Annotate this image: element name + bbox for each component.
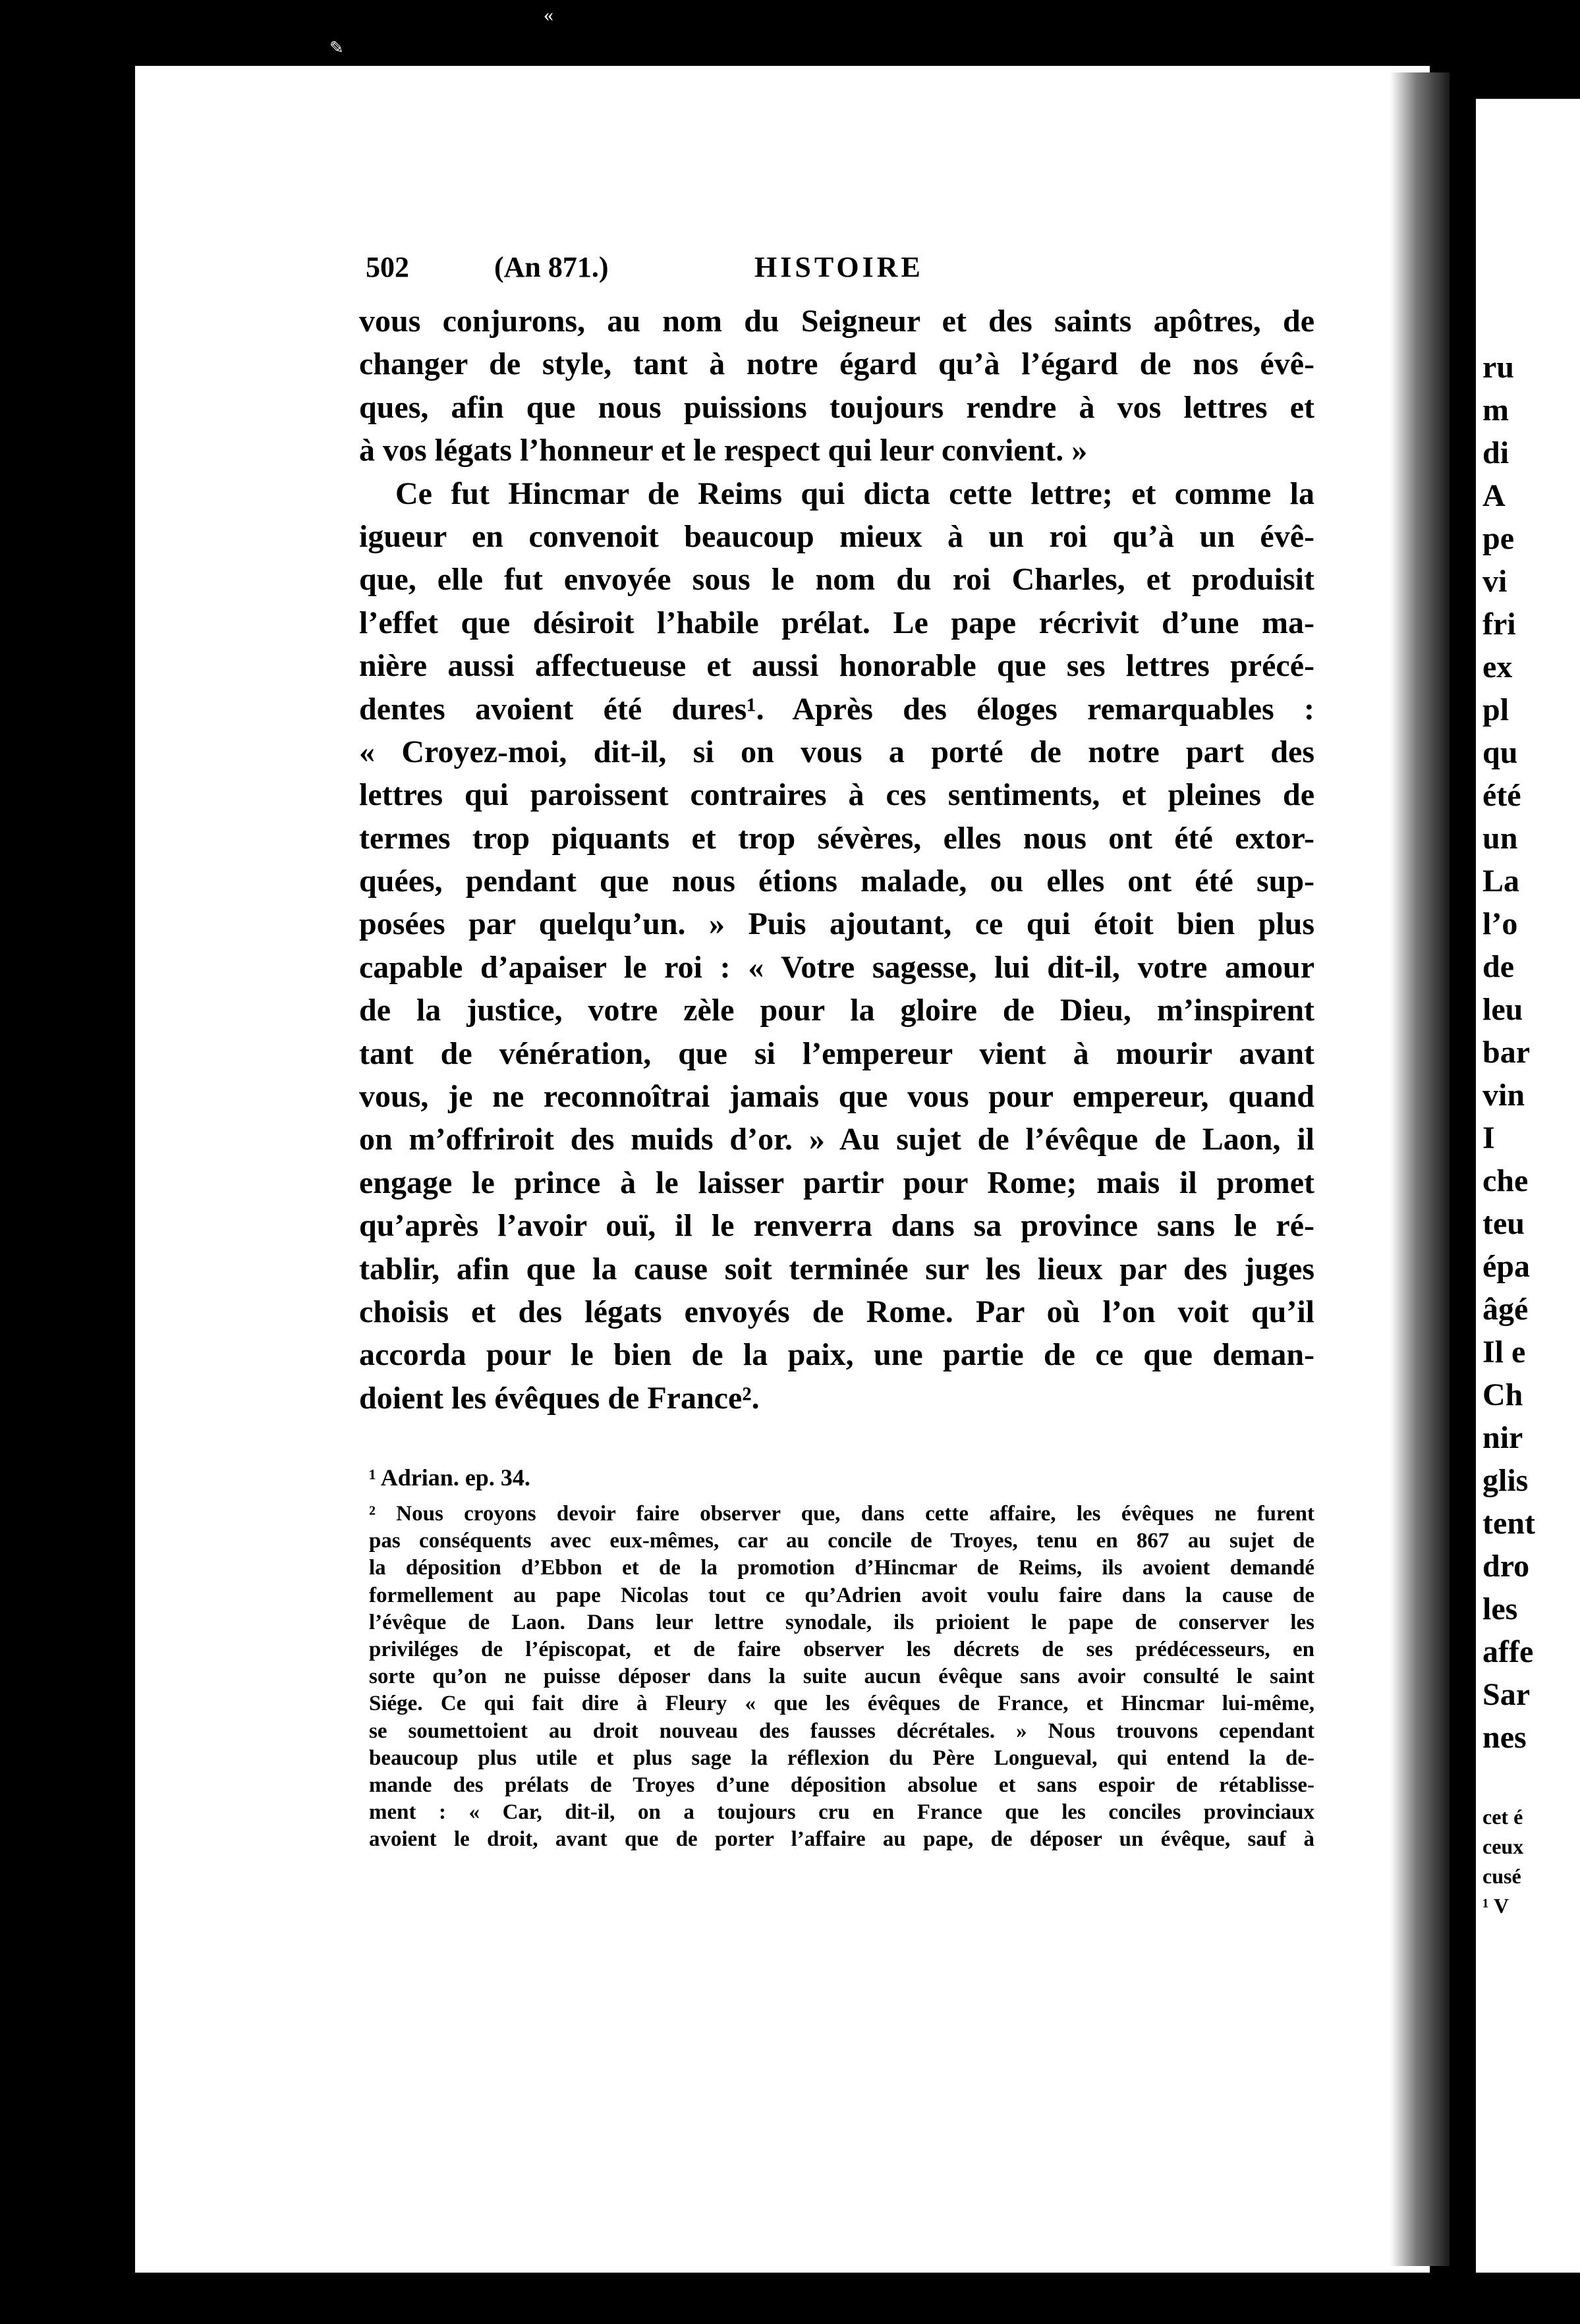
- running-header: [366, 250, 1314, 290]
- text-line: Ce fut Hincmar de Reims qui dicta cette lettre; et comme la: [395, 476, 1314, 511]
- text-line: tant de vénération, que si l’empereur vient à mourir avant: [359, 1036, 1314, 1071]
- text-line: « Croyez-moi, dit-il, si on vous a porté de notre part des: [359, 734, 1314, 769]
- running-title: HISTOIRE: [754, 251, 924, 283]
- footnote-line: ² Nous croyons devoir faire observer que, dans cette affaire, les évêques ne furent: [369, 1502, 1314, 1526]
- text-line: posées par quelqu’un. » Puis ajoutant, ce qui étoit bien plus: [359, 906, 1314, 942]
- text-line: changer de style, tant à notre égard qu’à l’égard de nos évê-: [359, 346, 1314, 382]
- year-marker: (An 871.): [494, 251, 609, 283]
- text-line: capable d’apaiser le roi : « Votre sagesse, lui dit-il, votre amour: [359, 949, 1314, 985]
- text-line: tablir, afin que la cause soit terminée sur les lieux par des juges: [359, 1251, 1314, 1286]
- right-page-fragment: che: [1482, 1163, 1529, 1198]
- right-page-fragment: A: [1482, 478, 1506, 513]
- text-line: choisis et des légats envoyés de Rome. Par où l’on voit qu’il: [359, 1294, 1314, 1329]
- right-page-note-fragment: cet é: [1482, 1805, 1523, 1829]
- text-line: nière aussi affectueuse et aussi honorable que ses lettres précé-: [359, 648, 1314, 684]
- text-line: dentes avoient été dures¹. Après des éloges remarquables :: [359, 691, 1314, 727]
- right-page-fragment: âgé: [1482, 1292, 1529, 1327]
- right-page-fragment: nir: [1482, 1420, 1523, 1455]
- right-page-fragment: leu: [1482, 992, 1523, 1027]
- right-page-fragment: pl: [1482, 692, 1509, 727]
- footnote-line: ment : « Car, dit-il, on a toujours cru en France que les conciles provinciaux: [369, 1800, 1314, 1825]
- right-page-fragment: ex: [1482, 650, 1513, 684]
- right-page-note-fragment: ¹ V: [1482, 1894, 1509, 1918]
- right-page-fragment: I: [1482, 1120, 1495, 1155]
- right-page-fragment: affe: [1482, 1634, 1534, 1669]
- footnote-line: ¹ Adrian. ep. 34.: [369, 1464, 530, 1491]
- right-page-fragment: teu: [1482, 1206, 1525, 1241]
- body-text: [359, 300, 1314, 1420]
- right-page-fragment: dro: [1482, 1549, 1530, 1584]
- footnotes: [369, 1462, 1314, 1853]
- right-page-fragment: de: [1482, 949, 1514, 984]
- page-number: 502: [366, 251, 409, 283]
- right-page-note-fragment: cusé: [1482, 1864, 1521, 1888]
- right-page-fragment: di: [1482, 435, 1509, 470]
- text-line: lettres qui paroissent contraires à ces sentiments, et pleines de: [359, 777, 1314, 813]
- text-line: l’effet que désiroit l’habile prélat. Le pape récrivit d’une ma-: [359, 605, 1314, 640]
- right-page-fragment: bar: [1482, 1035, 1530, 1070]
- footnote-line: avoient le droit, avant que de porter l’affaire au pape, de déposer un évêque, sauf à: [369, 1827, 1314, 1852]
- right-page-fragment: pe: [1482, 521, 1514, 556]
- text-line: quées, pendant que nous étions malade, ou elles ont été sup-: [359, 864, 1314, 899]
- right-page-fragment: épa: [1482, 1249, 1530, 1284]
- right-page-fragment: été: [1482, 778, 1521, 813]
- text-line: engage le prince à le laisser partir pour Rome; mais il promet: [359, 1165, 1314, 1200]
- right-page-fragment: Sar: [1482, 1677, 1530, 1712]
- footnote-line: l’évêque de Laon. Dans leur lettre synodale, ils prioient le pape de conserver les: [369, 1610, 1314, 1634]
- right-page-fragment: un: [1482, 821, 1518, 856]
- right-page-fragment: vi: [1482, 564, 1508, 599]
- right-page-fragment: La: [1482, 864, 1520, 899]
- footnote-line: formellement au pape Nicolas tout ce qu’Adrien avoit voulu faire dans la cause de: [369, 1583, 1314, 1607]
- right-page-fragment: Il e: [1482, 1335, 1526, 1370]
- text-line: termes trop piquants et trop sévères, elles nous ont été extor-: [359, 820, 1314, 856]
- right-page-fragment: fri: [1482, 607, 1516, 642]
- text-line: ques, afin que nous puissions toujours rendre à vos lettres et: [359, 389, 1314, 425]
- footnote-line: priviléges de l’épiscopat, et de faire observer les décrets de ses prédécesseurs, en: [369, 1637, 1314, 1661]
- footnote-line: pas conséquents avec eux-mêmes, car au concile de Troyes, tenu en 867 au sujet de: [369, 1529, 1314, 1553]
- text-line: vous, je ne reconnoîtrai jamais que vous pour empereur, quand: [359, 1079, 1314, 1115]
- right-page-fragment: vin: [1482, 1078, 1525, 1113]
- footnote-line: Siége. Ce qui fait dire à Fleury « que les évêques de France, et Hincmar lui-même,: [369, 1692, 1314, 1716]
- text-line: on m’offriroit des muids d’or. » Au sujet de l’évêque de Laon, il: [359, 1122, 1314, 1157]
- right-page-fragment: les: [1482, 1591, 1518, 1626]
- right-page-fragment: glis: [1482, 1463, 1529, 1498]
- footnote-line: sorte qu’on ne puisse déposer dans la suite aucun évêque sans avoir consulté le saint: [369, 1665, 1314, 1689]
- text-line: vous conjurons, au nom du Seigneur et des saints apôtres, de: [359, 304, 1314, 339]
- right-page-fragment: nes: [1482, 1720, 1527, 1755]
- right-page-note-fragment: ceux: [1482, 1835, 1524, 1858]
- right-page-fragment: ru: [1482, 350, 1514, 385]
- footnote-line: beaucoup plus utile et plus sage la réflexion du Père Longueval, qui entend la de-: [369, 1746, 1314, 1770]
- right-page-fragment: l’o: [1482, 906, 1518, 941]
- scan-mark: «: [544, 4, 553, 26]
- text-line: igueur en convenoit beaucoup mieux à un roi qu’à un évê-: [359, 518, 1314, 554]
- text-line: que, elle fut envoyée sous le nom du roi Charles, et produisit: [359, 562, 1314, 597]
- footnote-line: la déposition d’Ebbon et de la promotion d’Hincmar de Reims, ils avoient demandé: [369, 1556, 1314, 1580]
- right-page-fragment: tent: [1482, 1506, 1535, 1541]
- text-line: qu’après l’avoir ouï, il le renverra dans sa province sans le ré-: [359, 1208, 1314, 1244]
- scan-border-left: [0, 0, 135, 2324]
- footnote-line: mande des prélats de Troyes d’une déposition absolue et sans espoir de rétablisse-: [369, 1773, 1314, 1797]
- page-gutter-shadow: [1390, 72, 1450, 2266]
- right-facing-page: [1476, 99, 1580, 2273]
- right-page-fragment: m: [1482, 393, 1509, 428]
- text-line: à vos légats l’honneur et le respect qui leur convient. »: [359, 433, 1088, 468]
- text-line: de la justice, votre zèle pour la gloire de Dieu, m’inspirent: [359, 993, 1314, 1028]
- scan-mark: ✎: [329, 38, 344, 57]
- right-page-fragment: Ch: [1482, 1377, 1523, 1412]
- right-page-fragment: qu: [1482, 735, 1518, 770]
- footnote-line: se soumettoient au droit nouveau des fausses décrétales. » Nous trouvons cependant: [369, 1719, 1314, 1743]
- text-line: doient les évêques de France².: [359, 1380, 760, 1416]
- text-line: accorda pour le bien de la paix, une partie de ce que deman-: [359, 1337, 1314, 1373]
